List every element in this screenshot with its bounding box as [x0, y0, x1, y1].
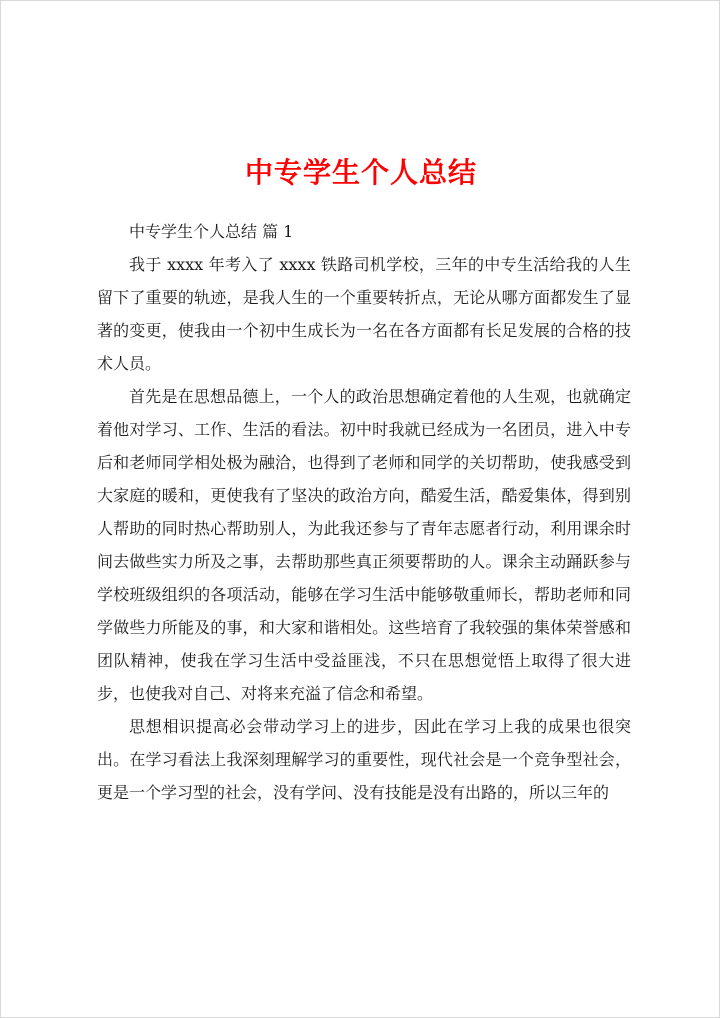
document-body: [97, 215, 631, 809]
section-heading: 中专学生个人总结 篇 1: [129, 222, 294, 241]
document-title: 中专学生个人总结: [244, 156, 477, 189]
paragraph-3: 思想相识提高必会带动学习上的进步，因此在学习上我的成果也很突出。在学习看法上我深刻理解学习的重要性，现代社会是一个竞争型社会，更是一个学习型的社会，没有学问、没有技能是没有出路的，所以三年的: [97, 717, 631, 802]
paragraph-1: 我于 xxxx 年考入了 xxxx 铁路司机学校，三年的中专生活给我的人生留下了重要的轨迹，是我人生的一个重要转折点，无论从哪方面都发生了显著的变更，使我由一个初中生成长为一名在各方面都有长足发展的合格的技术人员。: [97, 255, 631, 373]
paragraph-2: 首先是在思想品德上，一个人的政治思想确定着他的人生观，也就确定着他对学习、工作、生活的看法。初中时我就已经成为一名团员，进入中专后和老师同学相处极为融洽，也得到了老师和同学的关切帮助，使我感受到大家庭的暖和，更使我有了坚决的政治方向，酷爱生活，酷爱集体，得到别人帮助的同时热心帮助别人，为此我还参与了青年志愿者行动，利用课余时间去做些实力所及之事，去帮助那些真正须要帮助的人。课余主动踊跃参与学校班级组织的各项活动，能够在学习生活中能够敬重师长，帮助老师和同学做些力所能及的事，和大家和谐相处。这些培育了我较强的集体荣誉感和团队精神，使我在学习生活中受益匪浅，不只在思想觉悟上取得了很大进步，也使我对自己、对将来充溢了信念和希望。: [97, 387, 631, 703]
